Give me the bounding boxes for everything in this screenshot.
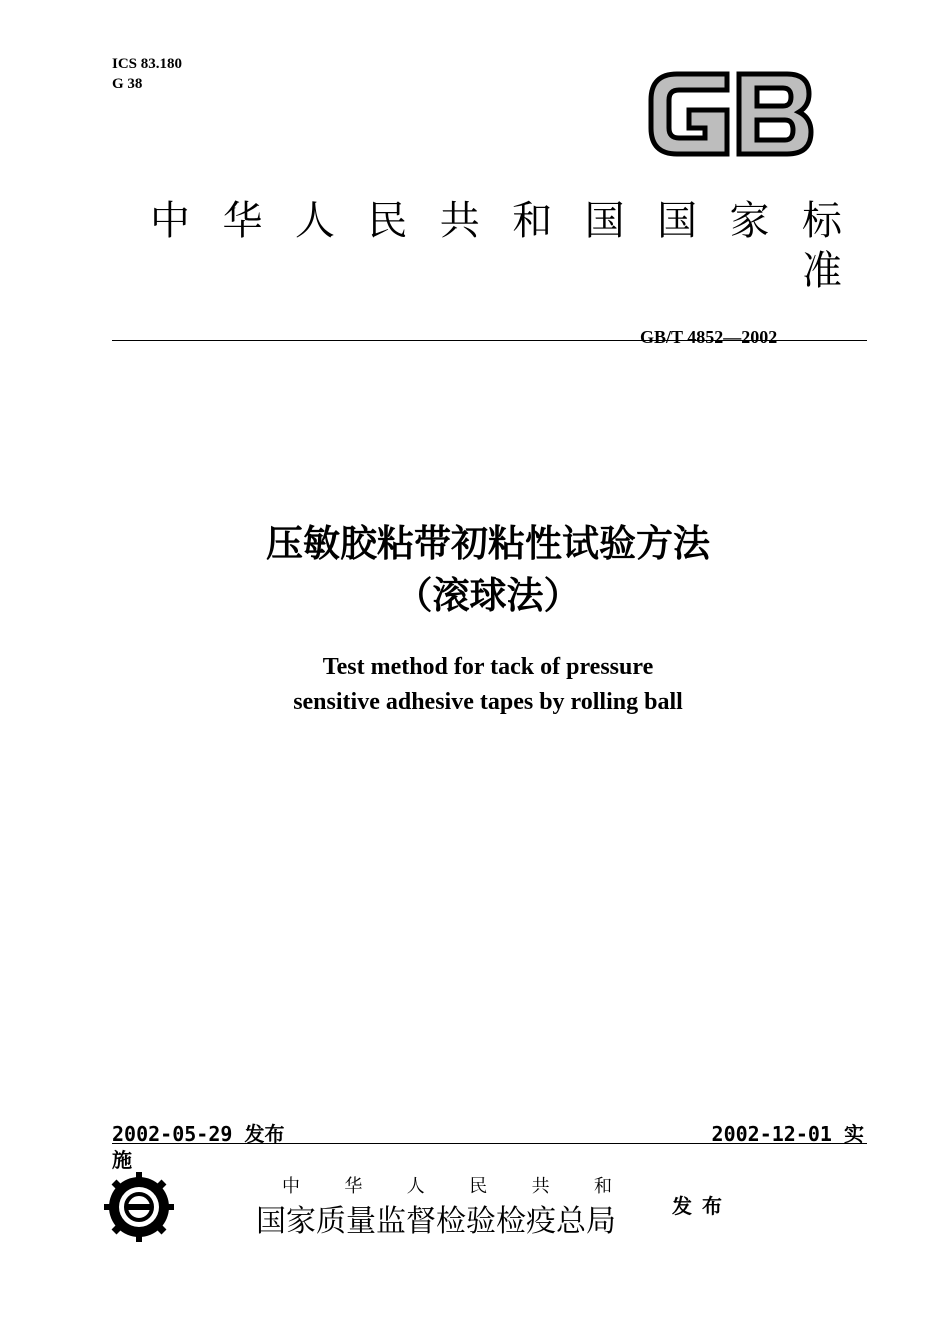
ics-code: ICS 83.180 xyxy=(112,56,183,72)
standard-number: GB/T 4852—2002 xyxy=(640,327,778,347)
implementation-date: 2002-12-01 实 xyxy=(711,1122,864,1146)
issuing-authority: 国家质量监督检验检疫总局 xyxy=(256,1204,616,1239)
gb-logo-icon xyxy=(647,70,815,158)
footer-divider xyxy=(112,1143,867,1144)
english-title-line2: sensitive adhesive tapes by rolling ball xyxy=(293,689,683,715)
english-title-line1: Test method for tack of pressure xyxy=(322,654,654,680)
issue-date: 2002-05-29 发布 xyxy=(112,1122,285,1146)
standard-type-heading: 中华人民共和国国家标准 xyxy=(150,198,872,294)
chinese-title-line1: 压敏胶粘带初粘性试验方法 xyxy=(266,522,710,565)
chinese-title-line2: （滚球法） xyxy=(395,574,581,617)
publish-label: 发布 xyxy=(672,1194,732,1218)
issuing-country-spaced: 中华人民共和 xyxy=(282,1176,612,1197)
english-title xyxy=(0,650,950,720)
ccs-code: G 38 xyxy=(112,76,143,92)
implementation-date-wrap: 施 xyxy=(112,1148,132,1172)
classification-codes xyxy=(112,54,182,94)
emblem-seal-icon xyxy=(104,1172,174,1242)
chinese-title xyxy=(0,518,950,622)
